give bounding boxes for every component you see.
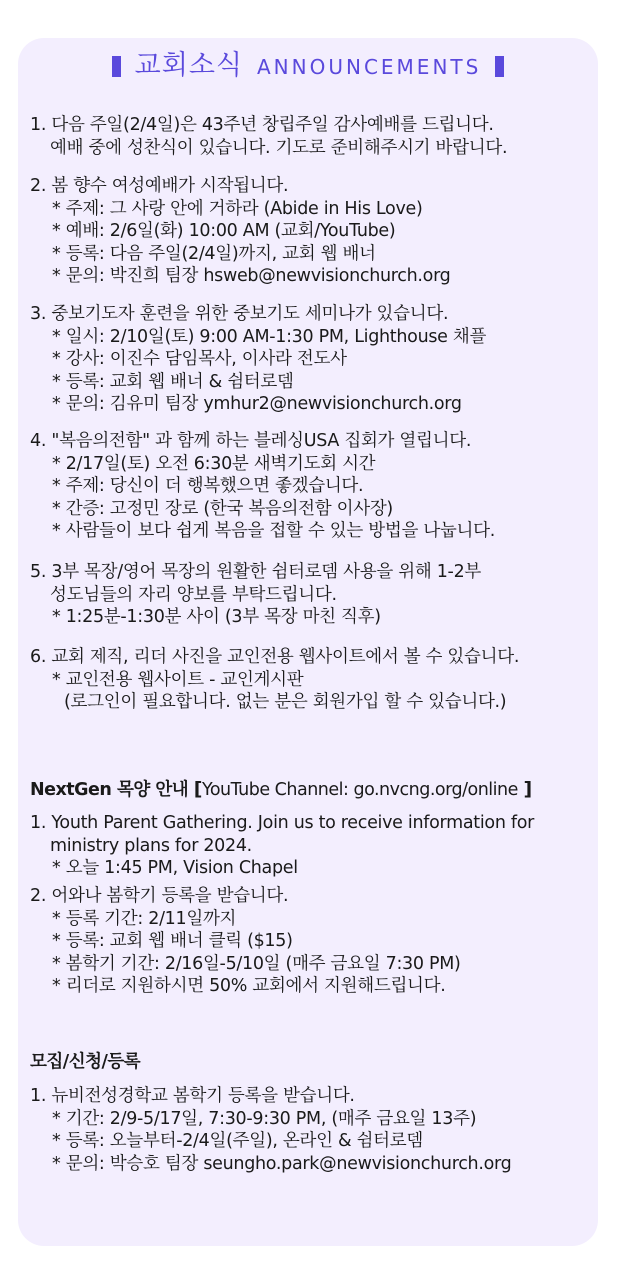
- announcement-item-line: 성도님들의 자리 양보를 부탁드립니다.: [50, 584, 337, 605]
- announcement-item-heading: 4. "복음의전함" 과 함께 하는 블레싱USA 집회가 열립니다.: [30, 431, 472, 451]
- nextgen-item-line: * 봄학기 기간: 2/16일-5/10일 (매주 금요일 7:30 PM): [52, 953, 461, 974]
- recruit-section-title: 모집/신청/등록: [30, 1052, 141, 1072]
- header-bar-right: [495, 56, 504, 77]
- announcement-item-line: * 2/17일(토) 오전 6:30분 새벽기도회 시간: [52, 453, 376, 474]
- announcement-item-line: * 강사: 이진수 담임목사, 이사라 전도사: [52, 349, 347, 369]
- announcement-item-heading: 6. 교회 제직, 리더 사진을 교인전용 웹사이트에서 볼 수 있습니다.: [30, 647, 520, 667]
- header-bar-left: [112, 56, 121, 77]
- nextgen-item-line: * 등록 기간: 2/11일까지: [52, 908, 237, 929]
- bracket-open: [: [193, 778, 202, 800]
- announcement-item-1: [30, 114, 590, 159]
- nextgen-item-line: * 리더로 지원하시면 50% 교회에서 지원해드립니다.: [52, 976, 446, 996]
- announcement-item-line: * 일시: 2/10일(토) 9:00 AM-1:30 PM, Lighthouse 채플: [52, 326, 487, 347]
- nextgen-item-line: * 오늘 1:45 PM, Vision Chapel: [52, 858, 298, 878]
- nextgen-item-line: ministry plans for 2024.: [50, 835, 252, 856]
- announcement-item-line: 예배 중에 성찬식이 있습니다. 기도로 준비해주시기 바랍니다.: [50, 137, 508, 158]
- announcement-item-line: * 주제: 그 사랑 안에 거하라 (Abide in His Love): [52, 198, 423, 219]
- announcement-item-line: * 등록: 다음 주일(2/4일)까지, 교회 웹 배너: [52, 243, 376, 264]
- nextgen-item-2: [30, 885, 590, 998]
- header-title-english: ANNOUNCEMENTS: [257, 55, 482, 79]
- announcement-item-line: * 예배: 2/6일(화) 10:00 AM (교회/YouTube): [52, 221, 396, 241]
- announcement-item-5: [30, 561, 590, 629]
- announcement-item-heading: 2. 봄 향수 여성예배가 시작됩니다.: [30, 176, 289, 196]
- announcement-item-line: * 간증: 고정민 장로 (한국 복음의전함 이사장): [52, 498, 393, 519]
- bracket-close: ]: [523, 778, 532, 800]
- announcement-item-line: * 교인전용 웹사이트 - 교인게시판: [52, 669, 304, 690]
- announcement-item-2: [30, 175, 590, 288]
- announcement-item-6: [30, 646, 590, 714]
- recruit-item-line: * 기간: 2/9-5/17일, 7:30-9:30 PM, (매주 금요일 13주): [52, 1108, 477, 1129]
- youtube-channel-link[interactable]: YouTube Channel: go.nvcng.org/online: [201, 780, 518, 800]
- nextgen-title: NextGen 목양 안내: [30, 780, 189, 800]
- recruit-item-line: * 등록: 오늘부터-2/4일(주일), 온라인 & 쉼터로뎀: [52, 1131, 423, 1151]
- nextgen-item-heading: 1. Youth Parent Gathering. Join us to receive information for: [30, 813, 535, 833]
- announcement-item-line: * 문의: 박진희 팀장 hsweb@newvisionchurch.org: [52, 266, 451, 286]
- announcements-header: [18, 46, 598, 86]
- announcement-item-line: * 등록: 교회 웹 배너 & 쉼터로뎀: [52, 371, 294, 392]
- nextgen-item-heading: 2. 어와나 봄학기 등록을 받습니다.: [30, 886, 289, 906]
- announcement-item-heading: 3. 중보기도자 훈련을 위한 중보기도 세미나가 있습니다.: [30, 304, 449, 324]
- announcement-item-heading: 1. 다음 주일(2/4일)은 43주년 창립주일 감사예배를 드립니다.: [30, 115, 494, 135]
- announcement-item-line: (로그인이 필요합니다. 없는 분은 회원가입 할 수 있습니다.): [64, 692, 507, 712]
- recruit-item-heading: 1. 뉴비전성경학교 봄학기 등록을 받습니다.: [30, 1086, 355, 1106]
- announcement-item-3: [30, 303, 590, 416]
- announcement-item-line: * 사람들이 보다 쉽게 복음을 접할 수 있는 방법을 나눕니다.: [52, 521, 495, 541]
- announcement-item-line: * 문의: 김유미 팀장 ymhur2@newvisionchurch.org: [52, 394, 462, 414]
- header-title-korean: 교회소식: [134, 50, 243, 81]
- nextgen-item-1: [30, 812, 590, 880]
- nextgen-item-line: * 등록: 교회 웹 배너 클릭 ($15): [52, 931, 293, 951]
- announcement-item-4: [30, 430, 590, 543]
- recruit-item-1: [30, 1085, 590, 1175]
- announcement-item-line: * 1:25분-1:30분 사이 (3부 목장 마친 직후): [52, 607, 381, 627]
- nextgen-section-title: [30, 776, 532, 801]
- announcement-item-heading: 5. 3부 목장/영어 목장의 원활한 쉼터로뎀 사용을 위해 1-2부: [30, 562, 482, 582]
- announcement-item-line: * 주제: 당신이 더 행복했으면 좋겠습니다.: [52, 476, 364, 496]
- recruit-item-line: * 문의: 박승호 팀장 seungho.park@newvisionchurch.org: [52, 1153, 512, 1174]
